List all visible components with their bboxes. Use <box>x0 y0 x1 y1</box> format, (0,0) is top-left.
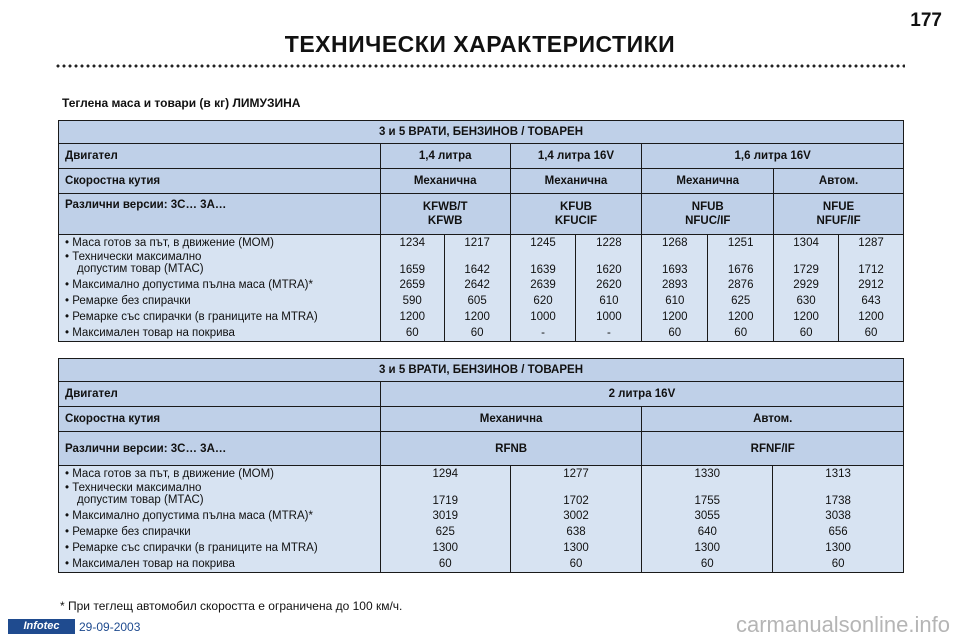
version-cell <box>380 194 510 235</box>
value-cell: 620 <box>533 295 553 307</box>
gearbox-cell: Механична <box>380 169 510 194</box>
value-cell: - <box>606 327 611 339</box>
value-cell: 656 <box>828 526 848 538</box>
gearbox-label: Скоростна кутия <box>59 169 381 194</box>
row-label-line: допустим товар (МТАС) <box>77 263 204 275</box>
value-cell: 2620 <box>596 279 622 291</box>
value-column <box>576 235 642 342</box>
value-cell: 1313 <box>825 468 851 480</box>
value-cell: 60 <box>438 558 452 570</box>
version-cell <box>774 194 904 235</box>
value-cell: 1304 <box>793 237 819 249</box>
value-cell: 60 <box>734 327 748 339</box>
value-cell: 3002 <box>563 510 589 522</box>
value-column <box>773 466 904 573</box>
value-cell: - <box>541 327 545 339</box>
value-cell: 625 <box>731 295 751 307</box>
value-cell: 1300 <box>432 542 459 554</box>
value-cell: 1228 <box>596 237 622 249</box>
engine-cell: 1,4 литра 16V <box>510 144 642 169</box>
value-column <box>510 466 642 573</box>
version-code: NFUF/IF <box>816 215 861 227</box>
value-cell: 1251 <box>727 237 754 249</box>
value-cell: 60 <box>668 327 682 339</box>
version-cell <box>642 194 774 235</box>
page-title: ТЕХНИЧЕСКИ ХАРАКТЕРИСТИКИ <box>284 31 676 57</box>
value-cell: 630 <box>796 295 816 307</box>
value-cell: 60 <box>405 327 419 339</box>
value-cell: 1659 <box>399 264 426 276</box>
value-cell: 1217 <box>464 237 490 249</box>
value-cell: 1300 <box>825 542 851 554</box>
row-label: • Максимално допустима пълна маса (МТRA)* <box>65 279 313 291</box>
value-cell: 1200 <box>662 311 688 323</box>
value-cell: 3055 <box>694 510 721 522</box>
value-cell: 1676 <box>727 264 754 276</box>
value-cell: 60 <box>470 327 484 339</box>
value-cell: 1200 <box>464 311 490 323</box>
value-cell: 1702 <box>563 495 589 507</box>
table-2-title: 3 и 5 ВРАТИ, БЕНЗИНОВ / ТОВАРЕН <box>59 359 904 382</box>
spec-table-1 <box>58 120 904 342</box>
value-cell: 1300 <box>694 542 721 554</box>
value-cell: 1234 <box>399 237 426 249</box>
gearbox-cell: Механична <box>510 169 642 194</box>
version-code: KFWB/T <box>422 201 468 213</box>
value-cell: 2642 <box>464 279 490 291</box>
value-column <box>444 235 510 342</box>
value-cell: 1200 <box>793 311 819 323</box>
version-code: KFWB <box>427 215 463 227</box>
value-column <box>380 466 510 573</box>
value-cell: 60 <box>831 558 845 570</box>
value-cell: 610 <box>599 295 619 307</box>
value-cell: 2659 <box>399 279 426 291</box>
value-cell: 1200 <box>399 311 426 323</box>
version-code: KFUB <box>559 201 592 213</box>
version-cell <box>510 194 642 235</box>
value-cell: 638 <box>566 526 586 538</box>
value-cell: 2893 <box>662 279 688 291</box>
value-column <box>839 235 904 342</box>
watermark: carmanualsonline.info <box>735 612 950 637</box>
value-cell: 1277 <box>563 468 589 480</box>
value-cell: 1755 <box>694 495 721 507</box>
row-label <box>65 251 374 277</box>
version-cell: RFNF/IF <box>642 432 904 466</box>
value-cell: 60 <box>799 327 813 339</box>
value-cell: 625 <box>435 526 455 538</box>
value-cell: 610 <box>665 295 685 307</box>
value-column <box>510 235 576 342</box>
row-label: • Максимално допустима пълна маса (МТRA)* <box>65 510 313 522</box>
version-cell: RFNB <box>380 432 642 466</box>
value-cell: 3038 <box>825 510 851 522</box>
value-cell: 590 <box>402 295 422 307</box>
value-cell: 640 <box>697 526 717 538</box>
value-cell: 1620 <box>596 264 622 276</box>
value-cell: 3019 <box>432 510 459 522</box>
value-cell: 1642 <box>464 264 490 276</box>
dotted-divider <box>55 63 905 69</box>
row-label: • Маса готов за път, в движение (МОМ) <box>65 237 275 249</box>
value-cell: 60 <box>864 327 878 339</box>
value-cell: 60 <box>569 558 583 570</box>
value-cell: 1000 <box>596 311 622 323</box>
value-cell: 1300 <box>563 542 589 554</box>
value-cell: 2912 <box>858 279 884 291</box>
value-column <box>774 235 839 342</box>
value-cell: 1245 <box>530 237 556 249</box>
gearbox-label: Скоростна кутия <box>59 407 381 432</box>
row-label: • Ремарке със спирачки (в границите на МТRA) <box>65 542 318 554</box>
engine-label: Двигател <box>59 382 381 407</box>
footnote: * При теглещ автомобил скоростта е ограничена до 100 км/ч. <box>60 599 403 613</box>
table-1-title: 3 и 5 ВРАТИ, БЕНЗИНОВ / ТОВАРЕН <box>59 121 904 144</box>
row-label: • Ремарке без спирачки <box>65 526 191 538</box>
value-cell: 1729 <box>793 264 819 276</box>
row-label: • Ремарке без спирачки <box>65 295 191 307</box>
row-labels <box>59 235 381 342</box>
engine-cell: 2 литра 16V <box>380 382 903 407</box>
gearbox-cell: Механична <box>642 169 774 194</box>
version-code: NFUE <box>822 201 855 213</box>
versions-label: Различни версии: 3C… 3A… <box>59 432 381 466</box>
gearbox-cell: Автом. <box>642 407 904 432</box>
value-cell: 1639 <box>530 264 556 276</box>
value-cell: 1693 <box>662 264 688 276</box>
version-code: NFUC/IF <box>685 215 731 227</box>
value-cell: 2929 <box>793 279 819 291</box>
value-cell: 1200 <box>727 311 754 323</box>
value-cell: 1712 <box>858 264 884 276</box>
engine-label: Двигател <box>59 144 381 169</box>
version-code: NFUB <box>691 201 724 213</box>
value-cell: 1738 <box>825 495 851 507</box>
row-labels <box>59 466 381 573</box>
gearbox-cell: Автом. <box>774 169 904 194</box>
value-cell: 60 <box>700 558 714 570</box>
value-cell: 1268 <box>662 237 688 249</box>
row-label: • Маса готов за път, в движение (МОМ) <box>65 468 275 480</box>
page-number: 177 <box>910 10 942 31</box>
value-cell: 2876 <box>727 279 754 291</box>
row-label-line: • Технически максимално <box>65 251 202 263</box>
value-cell: 1294 <box>432 468 459 480</box>
value-column <box>642 466 773 573</box>
row-label: • Ремарке със спирачки (в границите на МТRA) <box>65 311 318 323</box>
section-subtitle: Теглена маса и товари (в кг) ЛИМУЗИНА <box>62 96 301 110</box>
row-label: • Максимален товар на покрива <box>65 558 235 570</box>
footer-date: 29-09-2003 <box>79 620 141 634</box>
row-label-line: • Технически максимално <box>65 482 202 494</box>
value-cell: 643 <box>861 295 881 307</box>
value-cell: 1330 <box>694 468 721 480</box>
value-column <box>642 235 708 342</box>
spec-table-2 <box>58 358 904 573</box>
value-cell: 1287 <box>858 237 884 249</box>
infotec-logo: Infotec <box>8 619 75 634</box>
value-cell: 1000 <box>530 311 556 323</box>
engine-cell: 1,6 литра 16V <box>642 144 904 169</box>
value-cell: 605 <box>467 295 487 307</box>
value-cell: 2639 <box>530 279 556 291</box>
value-column <box>380 235 444 342</box>
engine-cell: 1,4 литра <box>380 144 510 169</box>
versions-label: Различни версии: 3C… 3A… <box>59 194 381 235</box>
value-cell: 1200 <box>858 311 884 323</box>
row-label-line: допустим товар (МТАС) <box>77 494 204 506</box>
gearbox-cell: Механична <box>380 407 642 432</box>
version-code: KFUCIF <box>554 215 598 227</box>
row-label: • Максимален товар на покрива <box>65 327 235 339</box>
value-column <box>708 235 774 342</box>
row-label <box>65 482 374 508</box>
value-cell: 1719 <box>432 495 459 507</box>
